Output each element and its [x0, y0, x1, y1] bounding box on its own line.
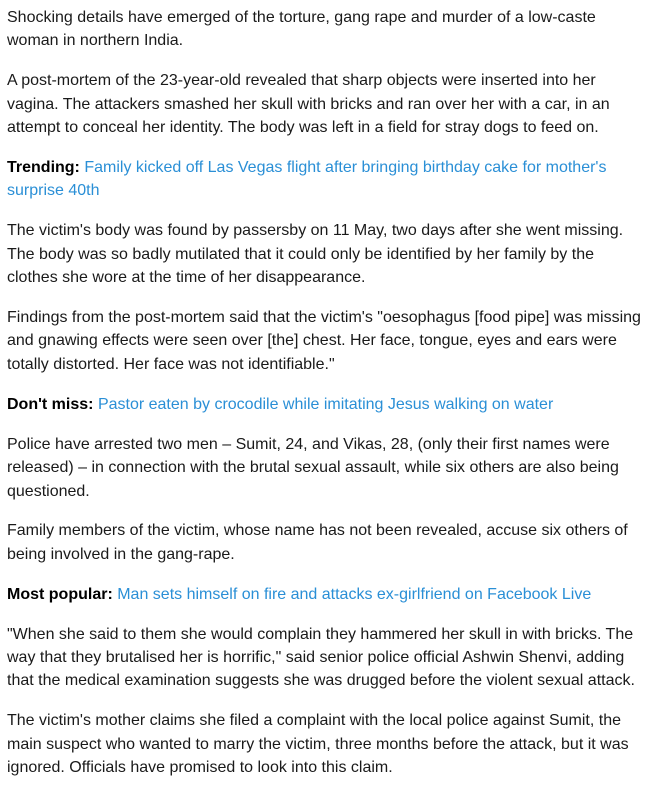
related-link-most-popular[interactable]: Man sets himself on fire and attacks ex-girlfriend on Facebook Live — [117, 585, 592, 603]
related-label: Trending: — [7, 159, 80, 177]
related-trending — [7, 156, 649, 203]
paragraph: The victim's mother claims she filed a complaint with the local police against Sumit, the main suspect who wanted to marry the victim, three months before the attack, but it was ignored. Officials have promised to look into this claim. — [7, 712, 629, 777]
paragraph: Police have arrested two men – Sumit, 24, and Vikas, 28, (only their first names were released) – in connection with the brutal sexual assault, while six others are also being questioned. — [7, 435, 619, 500]
paragraph: The victim's body was found by passersby on 11 May, two days after she went missing. The body was so badly mutilated that it could only be identified by her family by the clothes she wore at the time of her disappearance. — [7, 222, 624, 287]
related-label: Don't miss: — [7, 395, 94, 413]
related-link-dont-miss[interactable]: Pastor eaten by crocodile while imitating Jesus walking on water — [97, 395, 554, 413]
paragraph: A post-mortem of the 23-year-old revealed that sharp objects were inserted into her vagina. The attackers smashed her skull with bricks and ran over her with a car, in an attempt to conceal her identity. The body was left in a field for stray dogs to feed on. — [7, 72, 610, 137]
related-label: Most popular: — [7, 585, 113, 603]
paragraph: Shocking details have emerged of the torture, gang rape and murder of a low-caste woman in northern India. — [7, 9, 596, 50]
paragraph: Family members of the victim, whose name has not been revealed, accuse six others of being involved in the gang-rape. — [7, 522, 628, 563]
paragraph: Findings from the post-mortem said that the victim's "oesophagus [food pipe] was missing and gnawing effects were seen over [the] chest. Her face, tongue, eyes and ears were totally distorted. Her face was not identifiable." — [7, 309, 641, 373]
related-most-popular — [7, 583, 649, 606]
related-dont-miss — [7, 393, 649, 416]
paragraph: "When she said to them she would complain they hammered her skull in with bricks. The way that they brutalised her is horrific," said senior police official Ashwin Shenvi, adding that the medical examination suggests she was drugged before the violent sexual attack. — [7, 625, 635, 690]
related-link-trending[interactable]: Family kicked off Las Vegas flight after bringing birthday cake for mother's surprise 40th — [7, 159, 607, 200]
